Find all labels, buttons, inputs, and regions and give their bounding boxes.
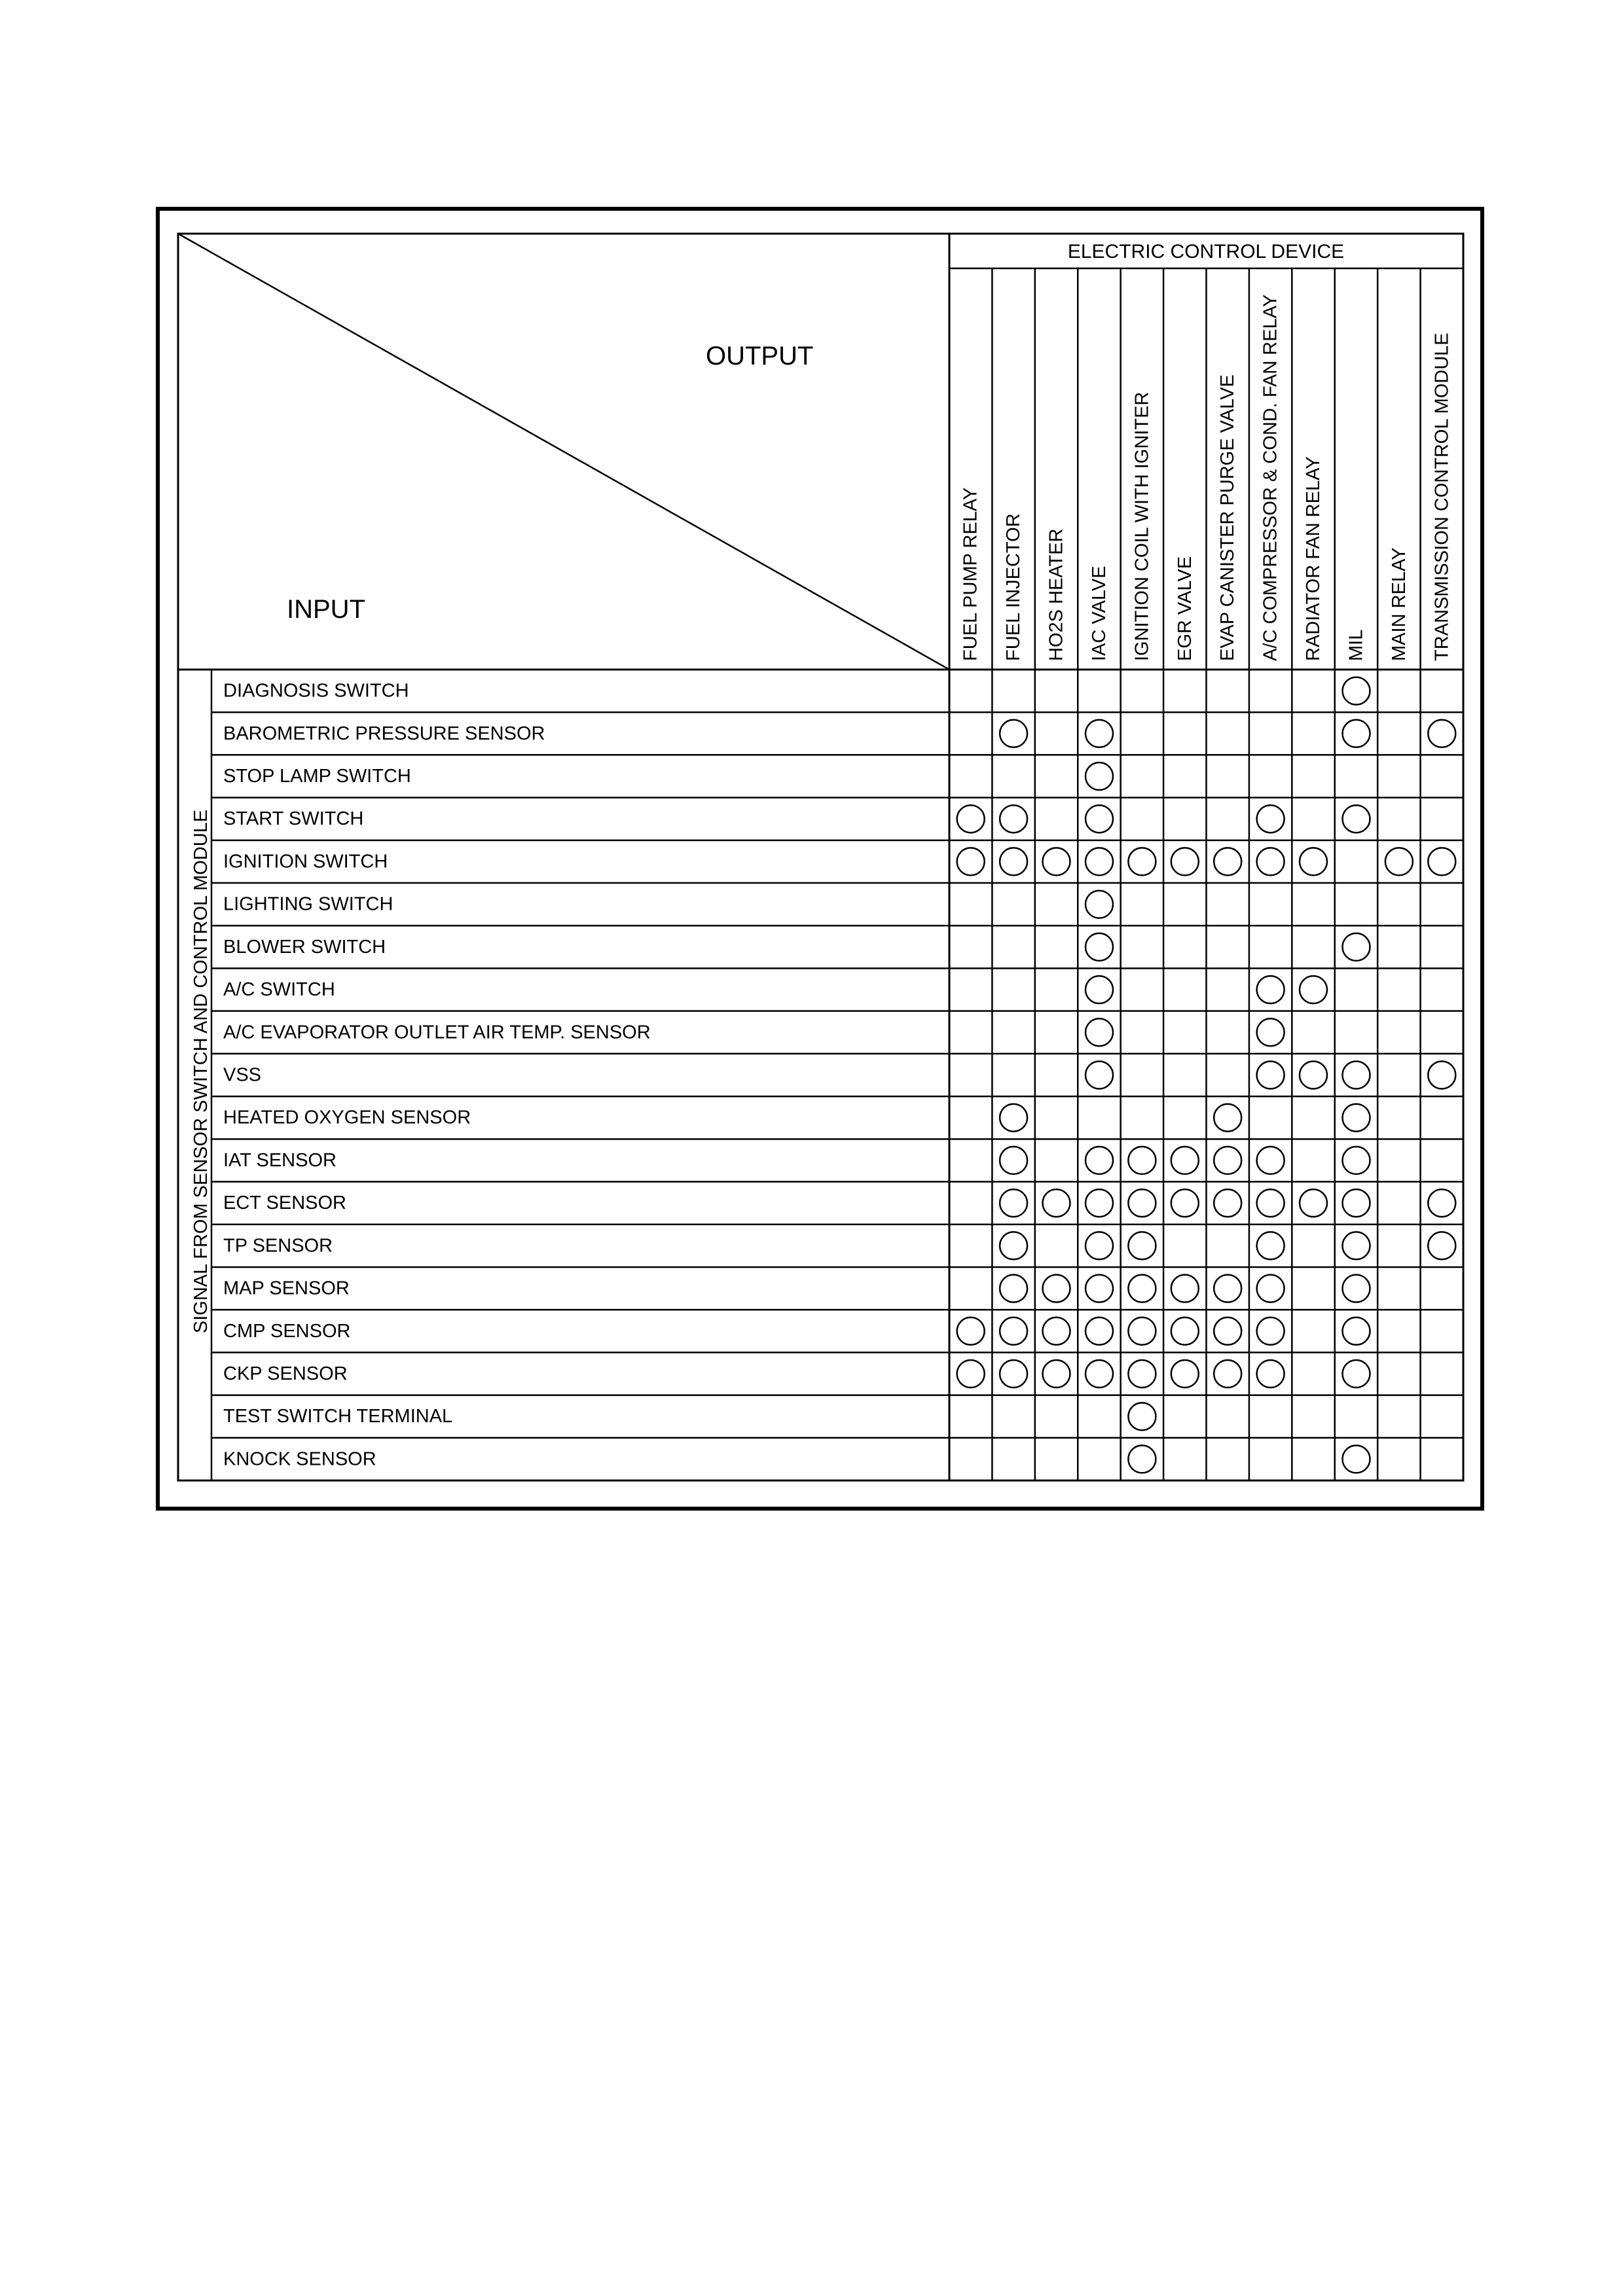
mark-circle (1257, 1360, 1285, 1388)
row-label: TEST SWITCH TERMINAL (223, 1406, 453, 1427)
mark-circle (1343, 720, 1370, 747)
mark-circle (1085, 1018, 1113, 1046)
mark-circle (1343, 1275, 1370, 1302)
mark-circle (1428, 720, 1455, 747)
row-label: CKP SENSOR (223, 1363, 348, 1384)
mark-circle (1000, 848, 1027, 875)
mark-circle (1128, 1275, 1156, 1302)
mark-circle (1085, 848, 1113, 875)
mark-circle (1343, 1360, 1370, 1388)
row-label: BLOWER SWITCH (223, 936, 386, 958)
mark-circle (1300, 1062, 1327, 1089)
mark-circle (1214, 1147, 1241, 1174)
mark-circle (1171, 1147, 1199, 1174)
mark-circle (1214, 1104, 1241, 1132)
column-header: EVAP CANISTER PURGE VALVE (1217, 374, 1239, 661)
mark-circle (1171, 1189, 1199, 1217)
mark-circle (1257, 1232, 1285, 1259)
mark-circle (1343, 805, 1370, 833)
mark-circle (1214, 1360, 1241, 1388)
column-header: TRANSMISSION CONTROL MODULE (1431, 332, 1453, 661)
mark-circle (1000, 805, 1027, 833)
row-label: BAROMETRIC PRESSURE SENSOR (223, 723, 545, 744)
row-label: TP SENSOR (223, 1235, 333, 1257)
device-group-header: ELECTRIC CONTROL DEVICE (1067, 241, 1345, 262)
mark-circle (1085, 1062, 1113, 1089)
row-label: VSS (223, 1064, 262, 1086)
mark-circle (1428, 848, 1455, 875)
mark-circle (1000, 1104, 1027, 1132)
column-header: EGR VALVE (1174, 556, 1195, 661)
row-label: A/C SWITCH (223, 979, 335, 1001)
mark-circle (1128, 848, 1156, 875)
mark-circle (1214, 848, 1241, 875)
mark-circle (1128, 1318, 1156, 1345)
mark-circle (957, 848, 985, 875)
mark-circle (1128, 1232, 1156, 1259)
mark-circle (1214, 1318, 1241, 1345)
column-header: IGNITION COIL WITH IGNITER (1131, 391, 1153, 661)
mark-circle (1085, 1360, 1113, 1388)
mark-circle (1000, 1275, 1027, 1302)
mark-circle (1343, 933, 1370, 961)
row-label: CMP SENSOR (223, 1320, 351, 1342)
mark-circle (1043, 1275, 1070, 1302)
mark-circle (1000, 1147, 1027, 1174)
mark-circle (1128, 1445, 1156, 1473)
mark-circle (1257, 1062, 1285, 1089)
mark-circle (1385, 848, 1413, 875)
column-header: HO2S HEATER (1046, 528, 1067, 661)
mark-circle (1085, 1147, 1113, 1174)
mark-circle (1043, 1360, 1070, 1388)
column-header: A/C COMPRESSOR & COND. FAN RELAY (1260, 294, 1281, 661)
mark-circle (1257, 805, 1285, 833)
column-header: RADIATOR FAN RELAY (1303, 456, 1324, 661)
row-label: DIAGNOSIS SWITCH (223, 680, 409, 702)
mark-circle (1300, 848, 1327, 875)
mark-circle (1428, 1062, 1455, 1089)
mark-circle (1000, 720, 1027, 747)
mark-circle (1171, 848, 1199, 875)
mark-circle (1085, 1275, 1113, 1302)
mark-circle (1343, 1445, 1370, 1473)
mark-circle (1257, 1147, 1285, 1174)
mark-circle (1343, 677, 1370, 705)
mark-circle (1171, 1360, 1199, 1388)
row-label: MAP SENSOR (223, 1278, 350, 1299)
mark-circle (1171, 1318, 1199, 1345)
mark-circle (1085, 976, 1113, 1003)
mark-circle (1085, 762, 1113, 790)
mark-circle (1000, 1232, 1027, 1259)
column-header: IAC VALVE (1089, 565, 1110, 661)
mark-circle (1043, 1318, 1070, 1345)
mark-circle (1300, 1189, 1327, 1217)
row-label: KNOCK SENSOR (223, 1448, 376, 1470)
mark-circle (1085, 720, 1113, 747)
row-label: A/C EVAPORATOR OUTLET AIR TEMP. SENSOR (223, 1022, 651, 1043)
mark-circle (1343, 1232, 1370, 1259)
mark-circle (1343, 1147, 1370, 1174)
mark-circle (1257, 1275, 1285, 1302)
mark-circle (1257, 1318, 1285, 1345)
mark-circle (1085, 1189, 1113, 1217)
mark-circle (957, 805, 985, 833)
mark-circle (1085, 805, 1113, 833)
mark-circle (1428, 1232, 1455, 1259)
mark-circle (1343, 1062, 1370, 1089)
column-header: FUEL INJECTOR (1003, 513, 1025, 661)
mark-circle (1128, 1147, 1156, 1174)
row-label: STOP LAMP SWITCH (223, 766, 411, 787)
input-label: INPUT (287, 595, 365, 624)
mark-circle (1214, 1275, 1241, 1302)
signal-group-label: SIGNAL FROM SENSOR SWITCH AND CONTROL MODULE (191, 809, 211, 1334)
mark-circle (1300, 976, 1327, 1003)
mark-circle (1257, 848, 1285, 875)
column-header: MAIN RELAY (1388, 547, 1410, 661)
mark-circle (1257, 976, 1285, 1003)
mark-circle (1085, 891, 1113, 918)
mark-circle (1128, 1360, 1156, 1388)
mark-circle (1128, 1189, 1156, 1217)
mark-circle (1000, 1318, 1027, 1345)
mark-circle (1128, 1403, 1156, 1430)
mark-circle (1085, 933, 1113, 961)
mark-circle (1043, 848, 1070, 875)
row-labels (223, 681, 651, 1470)
column-header: FUEL PUMP RELAY (960, 487, 981, 661)
row-label: ECT SENSOR (223, 1193, 347, 1214)
mark-circle (1000, 1189, 1027, 1217)
row-label: LIGHTING SWITCH (223, 893, 393, 915)
mark-circle (1343, 1189, 1370, 1217)
row-label: IGNITION SWITCH (223, 851, 388, 872)
mark-circle (1085, 1232, 1113, 1259)
column-header: MIL (1345, 629, 1367, 661)
mark-circle (957, 1318, 985, 1345)
mark-circle (1343, 1104, 1370, 1132)
row-label: HEATED OXYGEN SENSOR (223, 1107, 471, 1128)
mark-circle (1000, 1360, 1027, 1388)
mark-circle (1214, 1189, 1241, 1217)
mark-circle (1257, 1189, 1285, 1217)
mark-circle (1257, 1018, 1285, 1046)
mark-circle (1043, 1189, 1070, 1217)
mark-circle (1085, 1318, 1113, 1345)
mark-circle (1171, 1275, 1199, 1302)
mark-circle (1343, 1318, 1370, 1345)
mark-circle (1428, 1189, 1455, 1217)
row-label: IAT SENSOR (223, 1149, 337, 1171)
mark-circle (957, 1360, 985, 1388)
row-label: START SWITCH (223, 808, 364, 830)
output-label: OUTPUT (706, 342, 814, 370)
